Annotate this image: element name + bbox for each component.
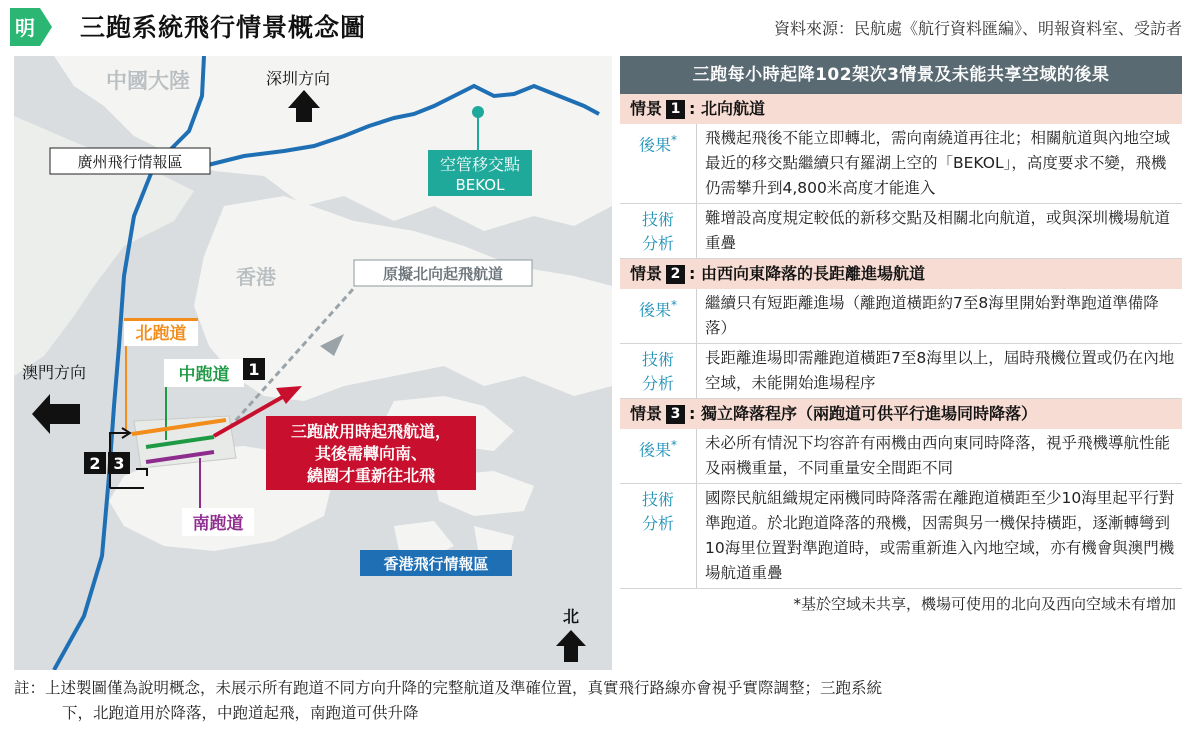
hk-label: 香港	[236, 265, 276, 289]
scenario-2-heading: : 由西向東降落的長距離進場航道	[689, 264, 925, 283]
scenario-3-consequence-label: 後果*	[638, 438, 677, 460]
scenario-2-consequence: 繼續只有短距離進場（離跑道橫距約7至8海里開始對準跑道準備降落）	[696, 289, 1182, 343]
map-area	[14, 56, 612, 670]
scenario-3-analysis-row	[620, 484, 1182, 589]
scenario-2-prefix: 情景	[630, 264, 663, 283]
south-runway-label: 南跑道	[192, 514, 244, 534]
scenario-1-analysis: 難增設高度規定較低的新移交點及相關北向航道，或與深圳機場航道重疊	[696, 204, 1182, 258]
scenario-3-heading: : 獨立降落程序（兩跑道可供平行進場同時降落）	[689, 404, 1037, 423]
scenario-2-analysis-row	[620, 344, 1182, 399]
macau-direction-label: 澳門方向	[22, 363, 87, 382]
bekol-label-line2: BEKOL	[455, 176, 505, 194]
note-line-2: 下，北跑道用於降落，中跑道起飛，南跑道可供升降	[62, 704, 419, 722]
scenario-1-analysis-label: 技術 分析	[641, 210, 674, 253]
scenario-2-consequence-label: 後果*	[638, 298, 677, 320]
scenario-3-number: 3	[666, 405, 685, 424]
scenario-2-analysis: 長距離進場即需離跑道橫距7至8海里以上，屆時飛機位置或仍在內地空域，未能開始進場程序	[696, 344, 1182, 398]
panel-header: 三跑每小時起降102架次3情景及未能共享空域的後果	[620, 56, 1182, 94]
shenzhen-direction-label: 深圳方向	[266, 69, 331, 88]
scenario-1-number: 1	[666, 100, 685, 119]
north-runway-accent	[124, 318, 198, 321]
page-title: 三跑系統飛行情景概念圖	[80, 13, 367, 42]
middle-runway-label: 中跑道	[178, 365, 230, 385]
scenario-3-consequence: 未必所有情況下均容許有兩機由西向東同時降落，視乎飛機導航性能及兩機重量，不同重量安全間距不同	[696, 429, 1182, 483]
scenario-2-title	[620, 259, 1182, 289]
new-route-label-line3: 繞圈才重新往北飛	[306, 466, 436, 485]
scenario-1-analysis-row	[620, 204, 1182, 259]
scenario-panel	[620, 56, 1182, 670]
scenario-2-number: 2	[666, 265, 685, 284]
source-credit: 資料來源：民航處《航行資料匯編》、明報資料室、受訪者	[773, 19, 1182, 38]
scenario-1-consequence-label: 後果*	[638, 133, 677, 155]
scenario-3-analysis: 國際民航組織規定兩機同時降落需在離跑道橫距至少10海里起平行對準跑道。於北跑道降落的飛機，因需與另一機保持橫距，逐漸轉彎到10海里位置對準跑道時，或需重新進入內地空域，亦有機會與澳門機場航道重疊	[696, 484, 1182, 588]
scenario-2-consequence-row	[620, 289, 1182, 344]
ming-pao-logo	[10, 8, 52, 46]
scenario-1-marker-num: 1	[248, 360, 260, 379]
map-svg	[14, 56, 612, 670]
scenario-2-marker-num: 2	[89, 454, 101, 473]
bottom-note	[14, 676, 1189, 726]
scenario-3-prefix: 情景	[630, 404, 663, 423]
mainland-label: 中國大陸	[106, 69, 190, 93]
scenario-1-title	[620, 94, 1182, 124]
scenario-1-consequence: 飛機起飛後不能立即轉北，需向南繞道再往北；相關航道與內地空域最近的移交點繼續只有羅湖上空的「BEKOL」，高度要求不變，飛機仍需攀升到4,800米高度才能進入	[696, 124, 1182, 203]
scenario-2-analysis-label: 技術 分析	[641, 350, 674, 393]
hk-fir-label: 香港飛行情報區	[383, 555, 489, 573]
scenario-1-heading: : 北向航道	[689, 99, 765, 118]
header	[0, 0, 1200, 52]
bekol-label-line1: 空管移交點	[439, 155, 521, 174]
airspace-footnote: *基於空域未共享，機場可使用的北向及西向空域未有增加	[793, 595, 1176, 613]
north-label: 北	[562, 607, 580, 626]
scenario-3-marker-num: 3	[113, 454, 125, 473]
scenario-1-consequence-row	[620, 124, 1182, 204]
scenario-1-prefix: 情景	[630, 99, 663, 118]
scenario-3-consequence-row	[620, 429, 1182, 484]
note-line-1: 註：上述製圖僅為說明概念，未展示所有跑道不同方向升降的完整航道及準確位置，真實飛行路線亦會視乎實際調整；三跑系統	[14, 679, 883, 697]
logo-char: 明	[15, 16, 35, 40]
scenario-3-analysis-label: 技術 分析	[641, 490, 674, 533]
north-runway-label: 北跑道	[135, 324, 187, 344]
new-route-label-line1: 三跑啟用時起飛航道，	[290, 422, 452, 441]
original-route-label: 原擬北向起飛航道	[382, 265, 504, 283]
new-route-label-line2: 其後需轉向南、	[314, 444, 428, 463]
guangzhou-fir-label: 廣州飛行情報區	[77, 153, 183, 171]
scenario-3-title	[620, 399, 1182, 429]
